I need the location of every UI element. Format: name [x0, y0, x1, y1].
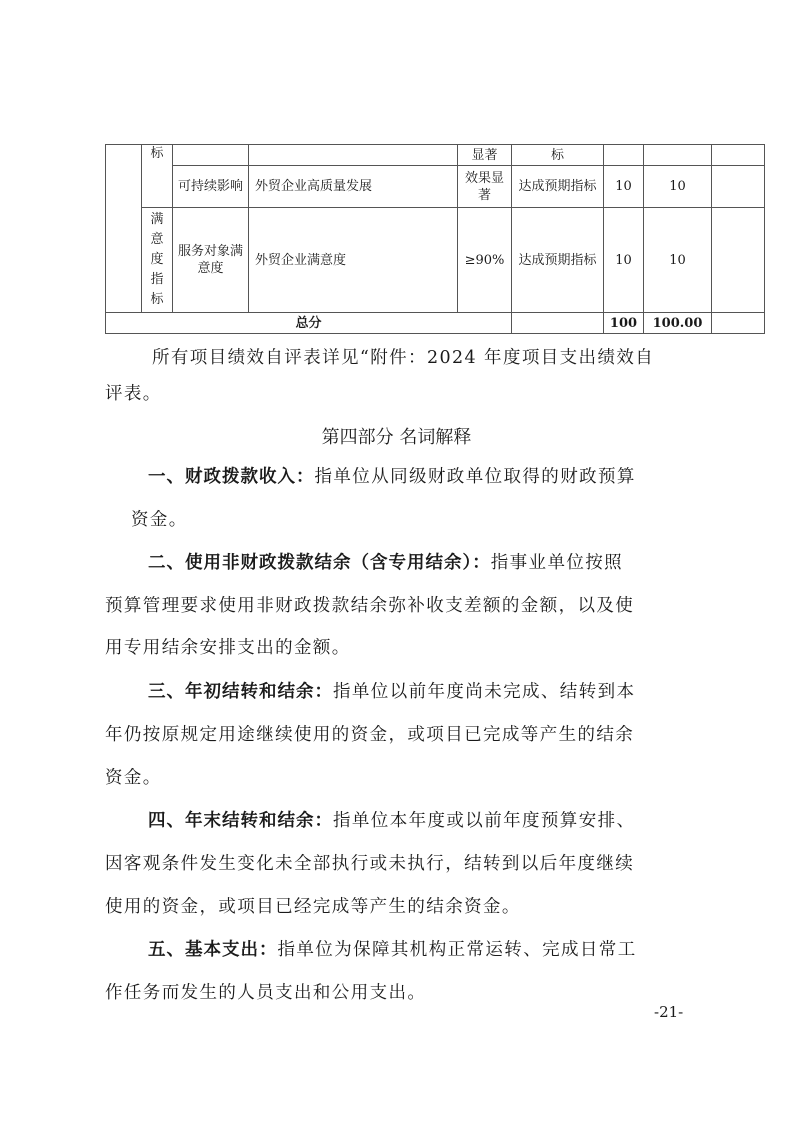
page-number: -21- — [654, 1003, 684, 1021]
definition-line: 用专用结余安排支出的金额。 — [105, 638, 351, 658]
total-weight: 100 — [604, 313, 644, 334]
target-value-cell: ≥90% — [458, 208, 512, 313]
term-label: 五、基本支出： — [148, 940, 278, 960]
term-label: 四、年末结转和结余： — [148, 811, 333, 831]
term-definition — [148, 678, 635, 703]
indicator-type-cell — [142, 208, 173, 313]
definition-text: 指事业单位按照 — [490, 553, 624, 573]
definition-text: 指单位本年度或以前年度预算安排、 — [333, 811, 636, 831]
total-label: 总分 — [106, 313, 512, 334]
target-value-cell: 显著 — [458, 145, 512, 166]
definition-line: 作任务而发生的人员支出和公用支出。 — [105, 983, 427, 1003]
definition-text: 指单位以前年度尚未完成、结转到本 — [333, 682, 636, 702]
term-definition — [148, 936, 637, 961]
weight-cell: 10 — [604, 166, 644, 208]
total-remark — [712, 313, 765, 334]
definition-line: 年仍按原规定用途继续使用的资金，或项目已完成等产生的结余 — [105, 725, 635, 745]
actual-value-cell: 达成预期指标 — [512, 166, 604, 208]
score-cell: 10 — [644, 166, 712, 208]
remark-cell — [712, 166, 765, 208]
sub-indicator-cell: 服务对象满意度 — [173, 208, 249, 313]
table-row — [106, 145, 765, 166]
performance-table — [105, 144, 765, 334]
total-empty-cell — [512, 313, 604, 334]
term-label: 二、使用非财政拨款结余（含专用结余）： — [148, 553, 491, 573]
term-definition — [148, 463, 636, 488]
remark-cell — [712, 145, 765, 166]
note-line: 所有项目绩效自评表详见“附件：2024 年度项目支出绩效自 — [152, 348, 655, 368]
indicator-content-cell — [249, 145, 458, 166]
weight-cell — [604, 145, 644, 166]
target-value-cell: 效果显著 — [458, 166, 512, 208]
table-row — [106, 166, 765, 208]
score-cell — [644, 145, 712, 166]
indicator-type-cell: 标 — [142, 145, 173, 208]
note-line: 评表。 — [105, 384, 162, 404]
term-label: 一、财政拨款收入： — [148, 467, 315, 487]
sub-indicator-cell — [173, 145, 249, 166]
section-title: 第四部分 名词解释 — [321, 427, 472, 448]
sub-indicator-cell: 可持续影响 — [173, 166, 249, 208]
indicator-content-cell: 外贸企业满意度 — [249, 208, 458, 313]
definition-line: 预算管理要求使用非财政拨款结余弥补收支差额的金额，以及使 — [105, 596, 635, 616]
definition-line: 因客观条件发生变化未全部执行或未执行，结转到以后年度继续 — [105, 854, 635, 874]
actual-value-cell: 达成预期指标 — [512, 208, 604, 313]
indicator-content-cell: 外贸企业高质量发展 — [249, 166, 458, 208]
definition-line: 资金。 — [105, 768, 162, 788]
total-row — [106, 313, 765, 334]
term-definition — [148, 549, 623, 574]
satisfaction-indicator-label: 满意度指标 — [150, 212, 164, 307]
weight-cell: 10 — [604, 208, 644, 313]
definition-text: 指单位从同级财政单位取得的财政预算 — [314, 467, 636, 487]
total-score: 100.00 — [644, 313, 712, 334]
definition-text: 指单位为保障其机构正常运转、完成日常工 — [277, 940, 637, 960]
table-row — [106, 208, 765, 313]
term-label: 三、年初结转和结余： — [148, 682, 333, 702]
category-cell — [106, 145, 142, 313]
score-cell: 10 — [644, 208, 712, 313]
definition-line: 资金。 — [131, 510, 188, 530]
definition-line: 使用的资金，或项目已经完成等产生的结余资金。 — [105, 897, 521, 917]
remark-cell — [712, 208, 765, 313]
term-definition — [148, 807, 635, 832]
actual-value-cell: 标 — [512, 145, 604, 166]
